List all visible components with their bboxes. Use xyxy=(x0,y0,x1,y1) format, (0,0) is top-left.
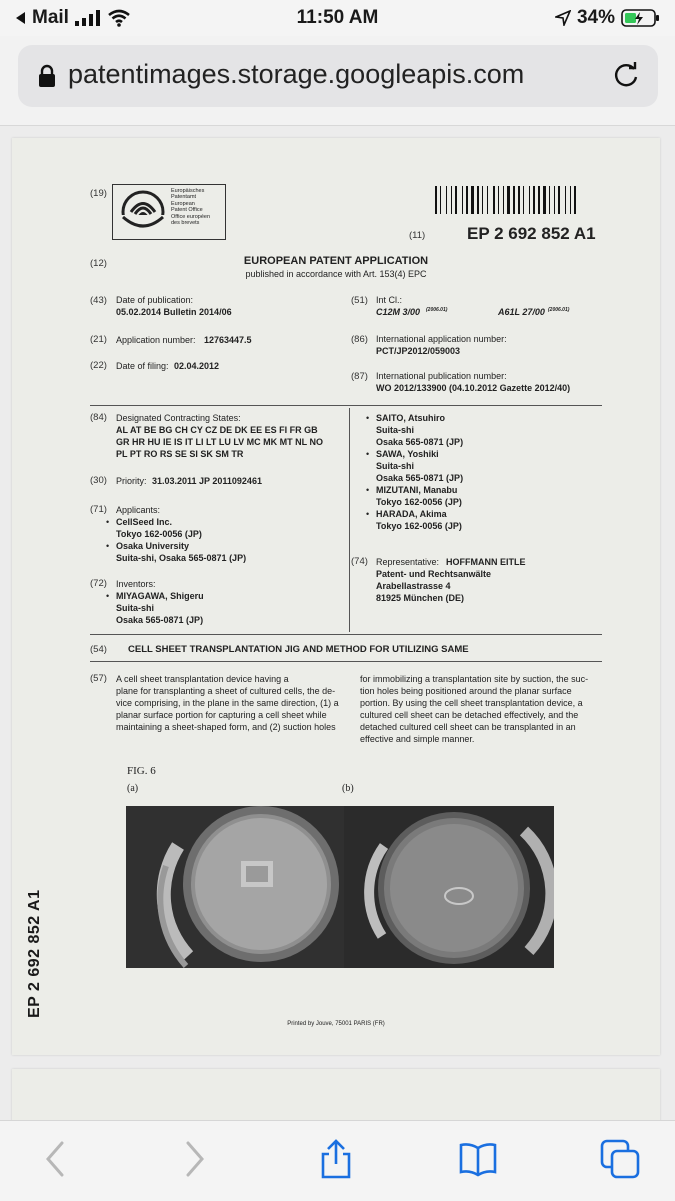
barcode-bar xyxy=(435,186,437,214)
code-57: (57) xyxy=(90,673,107,684)
barcode-bar xyxy=(503,186,504,214)
lock-icon xyxy=(38,64,56,88)
inventor-right-9: HARADA, Akima xyxy=(376,509,447,519)
share-icon[interactable] xyxy=(316,1139,356,1179)
bookmarks-icon[interactable] xyxy=(458,1139,498,1179)
code-21: (21) xyxy=(90,334,107,345)
epo-name: Europäisches Patentamt European Patent Office Office européen des brevets xyxy=(171,188,211,227)
int-cl-2-version: (2006.01) xyxy=(548,307,570,313)
battery-percent: 34% xyxy=(576,7,615,28)
barcode-bar xyxy=(451,186,452,214)
rep-label: Representative: xyxy=(376,557,440,567)
inventor-right-6: Osaka 565-0871 (JP) xyxy=(376,473,464,483)
barcode-bar xyxy=(558,186,560,214)
abstract-left-5: maintaining a sheet-shaped form, and (2) suction holes xyxy=(116,722,336,732)
document-subtype: published in accordance with Art. 153(4) EPC xyxy=(245,269,427,279)
bullet: • xyxy=(106,591,110,601)
code-71: (71) xyxy=(90,504,107,515)
barcode-bar xyxy=(574,186,576,214)
app-number-label: Application number: xyxy=(116,335,196,345)
code-54: (54) xyxy=(90,644,107,655)
inventor-right-4: SAWA, Yoshiki xyxy=(376,449,439,459)
code-84: (84) xyxy=(90,412,107,423)
inventors-label: Inventors: xyxy=(116,579,156,589)
code-86: (86) xyxy=(351,334,368,345)
clock: 11:50 AM xyxy=(296,7,379,28)
priority-value: 31.03.2011 JP 2011092461 xyxy=(152,476,262,486)
code-43: (43) xyxy=(90,295,107,306)
abstract-left-3: vice comprising, in the plane in the same direction, (1) a xyxy=(116,698,339,708)
rep-line-1: Patent- und Rechtsanwälte xyxy=(376,569,492,579)
barcode-bar xyxy=(498,186,499,214)
code-72: (72) xyxy=(90,578,107,589)
back-app-label: Mail xyxy=(32,7,69,28)
back-arrow-icon[interactable] xyxy=(36,1139,76,1179)
code-30: (30) xyxy=(90,475,107,486)
abstract-right-1: for immobilizing a transplantation site by suction, the suc- xyxy=(360,674,589,684)
barcode-bar xyxy=(471,186,474,214)
pub-date-value: 05.02.2014 Bulletin 2014/06 xyxy=(116,307,232,317)
applicant-line-1: CellSeed Inc. xyxy=(116,517,173,527)
rep-line-2: Arabellastrasse 4 xyxy=(376,581,451,591)
barcode-bar xyxy=(507,186,510,214)
states-line-3: PL PT RO RS SE SI SK SM TR xyxy=(116,449,244,459)
reload-icon[interactable] xyxy=(610,59,642,91)
bullet: • xyxy=(366,449,370,459)
barcode-bar xyxy=(565,186,566,214)
inventor-right-1: SAITO, Atsuhiro xyxy=(376,413,446,423)
url-text[interactable]: patentimages.storage.googleapis.com xyxy=(68,59,525,89)
figure-6b-photo xyxy=(344,806,554,968)
barcode-bar xyxy=(493,186,495,214)
bullet: • xyxy=(366,413,370,423)
status-right xyxy=(555,7,661,29)
code-51: (51) xyxy=(351,295,368,306)
barcode-bar xyxy=(462,186,463,214)
epo-logo xyxy=(112,184,226,240)
applicant-line-4: Suita-shi, Osaka 565-0871 (JP) xyxy=(116,553,247,563)
barcode-bar xyxy=(446,186,447,214)
pub-date-label: Date of publication: xyxy=(116,295,194,305)
fig-label: FIG. 6 xyxy=(127,765,156,777)
intl-pub-value: WO 2012/133900 (04.10.2012 Gazette 2012/40) xyxy=(376,383,571,393)
applicant-line-3: Osaka University xyxy=(116,541,190,551)
barcode-bar xyxy=(440,186,441,214)
abstract-right-5: detached cultured cell sheet can be transplanted in an xyxy=(360,722,576,732)
inventor-right-2: Suita-shi xyxy=(376,425,415,435)
barcode-bar xyxy=(513,186,515,214)
fig-a-label: (a) xyxy=(127,783,139,794)
abstract-right-4: cultured cell sheet can be detached effectively, and the xyxy=(360,710,579,720)
priority-label: Priority: xyxy=(116,476,147,486)
fig-b-label: (b) xyxy=(342,783,354,794)
applicants-label: Applicants: xyxy=(116,505,161,515)
patent-number: EP 2 692 852 A1 xyxy=(467,224,596,243)
code-22: (22) xyxy=(90,360,107,371)
abstract-right-3: portion. By using the cell sheet transplantation device, a xyxy=(360,698,583,708)
barcode-bar xyxy=(538,186,540,214)
abstract-left-1: A cell sheet transplantation device having a xyxy=(116,674,289,684)
tabs-icon[interactable] xyxy=(600,1139,640,1179)
code-19: (19) xyxy=(90,188,107,199)
intl-app-value: PCT/JP2012/059003 xyxy=(376,346,461,356)
column-divider xyxy=(349,408,350,632)
code-12: (12) xyxy=(90,258,107,269)
location-arrow-icon xyxy=(555,10,571,26)
filing-label: Date of filing: xyxy=(116,361,169,371)
barcode-bar xyxy=(523,186,524,214)
barcode-bar xyxy=(549,186,550,214)
barcode-bar xyxy=(487,186,488,214)
barcode-bar xyxy=(482,186,483,214)
abstract-left-2: plane for transplanting a sheet of cultured cells, the de- xyxy=(116,686,336,696)
states-line-2: GR HR HU IE IS IT LI LT LU LV MC MK MT NL NO xyxy=(116,437,323,447)
barcode-bar xyxy=(455,186,457,214)
barcode-bar xyxy=(477,186,479,214)
inventor-right-7: MIZUTANI, Manabu xyxy=(376,485,458,495)
abstract-right-2: tion holes being positioned around the planar surface xyxy=(360,686,572,696)
status-bar xyxy=(0,0,675,36)
code-11: (11) xyxy=(409,230,426,241)
barcode-bar xyxy=(554,186,555,214)
intl-pub-label: International publication number: xyxy=(376,371,507,381)
figure-6a-photo xyxy=(126,806,344,968)
inventor-left-2: Suita-shi xyxy=(116,603,155,613)
intl-app-label: International application number: xyxy=(376,334,507,344)
address-bar[interactable] xyxy=(18,45,658,107)
forward-arrow-icon[interactable] xyxy=(174,1139,214,1179)
bullet: • xyxy=(366,509,370,519)
battery-charging-icon xyxy=(621,8,661,28)
abstract-right-6: effective and simple manner. xyxy=(360,734,475,744)
barcode xyxy=(435,186,603,214)
invention-title: CELL SHEET TRANSPLANTATION JIG AND METHOD FOR UTILIZING SAME xyxy=(128,644,469,655)
abstract-left-4: planar surface portion for capturing a cell sheet while xyxy=(116,710,327,720)
bullet: • xyxy=(366,485,370,495)
int-cl-2: A61L 27/00 xyxy=(498,307,545,317)
inventor-right-3: Osaka 565-0871 (JP) xyxy=(376,437,464,447)
applicant-line-2: Tokyo 162-0056 (JP) xyxy=(116,529,202,539)
document-type: EUROPEAN PATENT APPLICATION xyxy=(243,255,429,267)
barcode-bar xyxy=(570,186,571,214)
rep-line-3: 81925 München (DE) xyxy=(376,593,465,603)
divider-bottom xyxy=(90,661,602,662)
bullet: • xyxy=(106,541,110,551)
barcode-bar xyxy=(543,186,546,214)
int-cl-1: C12M 3/00 xyxy=(376,307,421,317)
divider-top xyxy=(90,405,602,406)
states-line-1: AL AT BE BG CH CY CZ DE DK EE ES FI FR GB xyxy=(116,425,318,435)
app-number-value: 12763447.5 xyxy=(204,335,252,345)
inventor-right-10: Tokyo 162-0056 (JP) xyxy=(376,521,462,531)
rep-name: HOFFMANN EITLE xyxy=(446,557,526,567)
browser-toolbar xyxy=(0,1120,675,1201)
epo-logo-icon xyxy=(117,187,169,237)
barcode-bar xyxy=(466,186,468,214)
inventor-left-1: MIYAGAWA, Shigeru xyxy=(116,591,204,601)
int-cl-1-version: (2006.01) xyxy=(426,307,448,313)
bullet: • xyxy=(106,517,110,527)
barcode-bar xyxy=(518,186,520,214)
int-cl-label: Int Cl.: xyxy=(376,295,403,305)
patent-page xyxy=(12,138,660,1055)
states-label: Designated Contracting States: xyxy=(116,413,241,423)
side-patent-number: EP 2 692 852 A1 xyxy=(26,889,43,1018)
printer-note: Printed by Jouve, 75001 PARIS (FR) xyxy=(287,1021,385,1027)
filing-value: 02.04.2012 xyxy=(174,361,220,371)
divider-middle xyxy=(90,634,602,635)
document-viewer[interactable] xyxy=(0,125,675,1121)
code-74: (74) xyxy=(351,556,368,567)
inventor-left-3: Osaka 565-0871 (JP) xyxy=(116,615,204,625)
code-87: (87) xyxy=(351,371,368,382)
inventor-right-8: Tokyo 162-0056 (JP) xyxy=(376,497,462,507)
barcode-bar xyxy=(529,186,530,214)
barcode-bar xyxy=(533,186,535,214)
inventor-right-5: Suita-shi xyxy=(376,461,415,471)
